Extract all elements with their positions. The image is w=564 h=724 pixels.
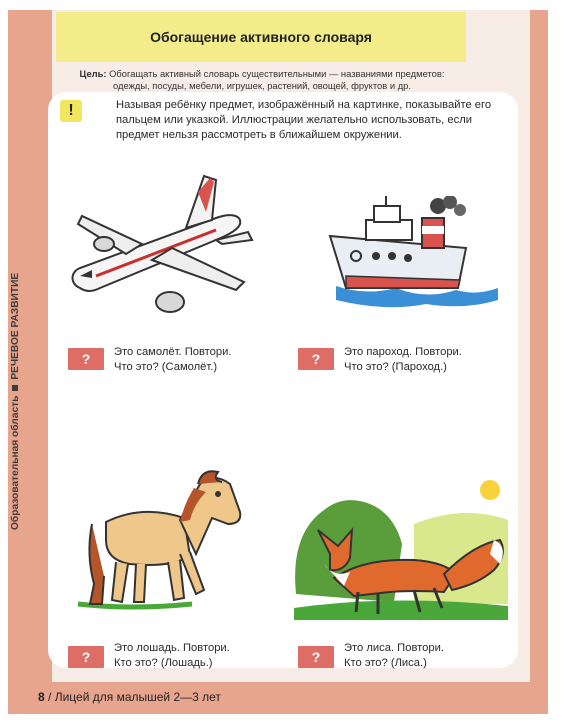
goal-label: Цель: [79, 68, 107, 79]
card-line-1: Это самолёт. Повтори. [114, 346, 232, 358]
goal-body: Обогащать активный словарь существительными — названиями предметов: одежды, посуды, мебели, игрушек, растений, овощей, фруктов и др. [109, 68, 445, 91]
card-line-1: Это лиса. Повтори. [344, 642, 444, 654]
card-line-2: Кто это? (Лошадь.) [114, 657, 213, 669]
card-text-steamship [344, 345, 514, 375]
airplane-icon [66, 172, 256, 322]
card-line-1: Это пароход. Повтори. [344, 346, 462, 358]
card-line-2: Что это? (Пароход.) [344, 361, 447, 373]
question-mark-icon: ? [68, 646, 104, 668]
education-area-label: Образовательная область [10, 395, 21, 530]
card-line-2: Что это? (Самолёт.) [114, 361, 218, 373]
question-mark-icon: ? [68, 348, 104, 370]
card-text-fox [344, 641, 514, 671]
card-line-2: Кто это? (Лиса.) [344, 657, 427, 669]
card-text-airplane [114, 345, 284, 375]
horse-icon [72, 464, 258, 616]
book-title: Лицей для малышей 2—3 лет [54, 690, 221, 704]
card-text-horse [114, 641, 284, 671]
steamship-icon [326, 196, 504, 316]
question-mark-icon: ? [298, 348, 334, 370]
page-number: 8 [38, 690, 45, 704]
instruction-text: Называя ребёнку предмет, изображённый на картинке, показывайте его пальцем или указкой. Иллюстрации желательно использовать, если предмет нельзя рассмотреть в ближайшем окружении. [116, 99, 492, 141]
exclamation-icon: ! [60, 100, 82, 122]
section-name: РЕЧЕВОЕ РАЗВИТИЕ [10, 272, 21, 380]
question-mark-icon: ? [298, 646, 334, 668]
fox-icon [294, 474, 508, 620]
side-section-label [10, 270, 28, 530]
card-line-1: Это лошадь. Повтори. [114, 642, 230, 654]
page-footer [38, 690, 221, 704]
goal-text [60, 68, 464, 92]
page-title: Обогащение активного словаря [56, 12, 466, 62]
footer-separator: / [48, 690, 52, 704]
square-bullet-icon [12, 385, 18, 391]
